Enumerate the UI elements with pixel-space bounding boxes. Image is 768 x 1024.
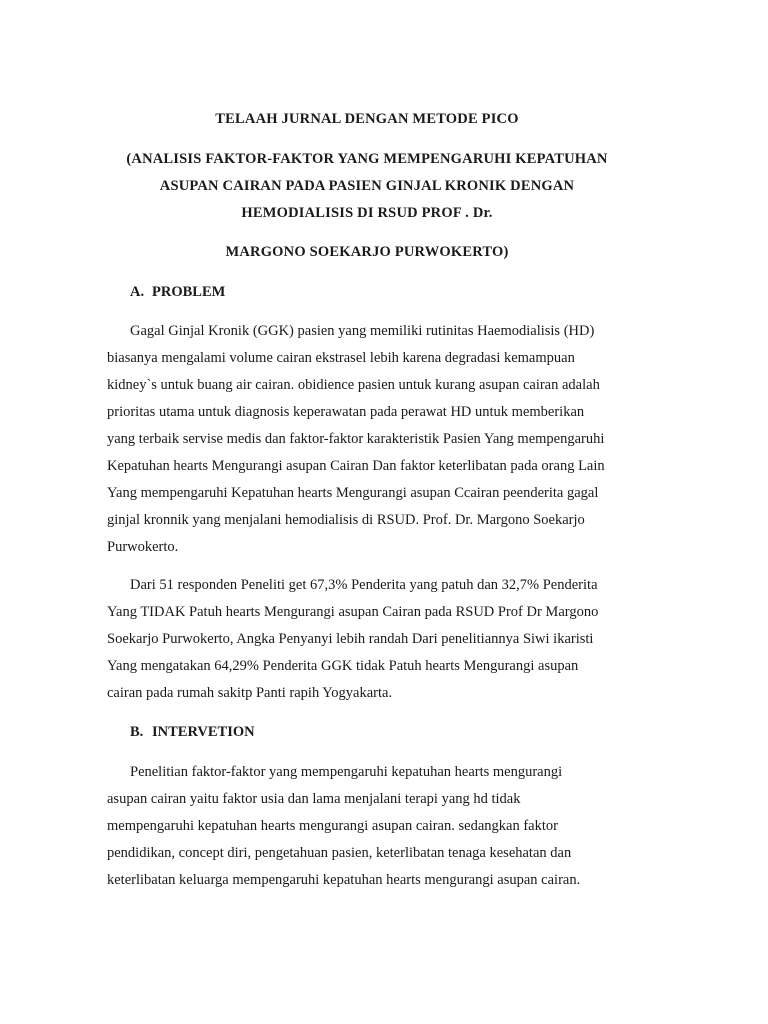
section-a-para1-line: Purwokerto. xyxy=(107,539,179,555)
section-b-heading xyxy=(130,724,255,741)
section-a-para2-line: cairan pada rumah sakitp Panti rapih Yogyakarta. xyxy=(107,685,393,701)
section-a-para1-line: Kepatuhan hearts Mengurangi asupan Cairan Dan faktor keterlibatan pada orang Lain xyxy=(107,458,605,474)
document-subtitle-line-2: ASUPAN CAIRAN PADA PASIEN GINJAL KRONIK DENGAN xyxy=(159,178,575,194)
section-b-para1-line: asupan cairan yaitu faktor usia dan lama menjalani terapi yang hd tidak xyxy=(107,791,521,807)
section-b-para1-line: Penelitian faktor-faktor yang mempengaruhi kepatuhan hearts mengurangi xyxy=(130,764,563,780)
section-a-letter: A. xyxy=(130,284,145,300)
document-title: TELAAH JURNAL DENGAN METODE PICO xyxy=(215,111,519,127)
section-b-para1-line: pendidikan, concept diri, pengetahuan pasien, keterlibatan tenaga kesehatan dan xyxy=(107,845,572,861)
section-a-para1-line: kidney`s untuk buang air cairan. obidience pasien untuk kurang asupan cairan adalah xyxy=(107,377,600,393)
document-subtitle-line-3: HEMODIALISIS DI RSUD PROF . Dr. xyxy=(241,205,493,221)
section-a-para2-line: Yang mengatakan 64,29% Penderita GGK tidak Patuh hearts Mengurangi asupan xyxy=(107,658,579,674)
section-b-title: INTERVETION xyxy=(152,724,255,740)
section-b-para1-line: mempengaruhi kepatuhan hearts mengurangi asupan cairan. sedangkan faktor xyxy=(107,818,558,834)
section-a-para2-line: Dari 51 responden Peneliti get 67,3% Penderita yang patuh dan 32,7% Penderita xyxy=(130,577,598,593)
section-b-letter: B. xyxy=(130,724,144,740)
section-a-heading xyxy=(130,284,225,301)
section-a-para2-line: Yang TIDAK Patuh hearts Mengurangi asupan Cairan pada RSUD Prof Dr Margono xyxy=(107,604,599,620)
section-a-para1-line: Gagal Ginjal Kronik (GGK) pasien yang memiliki rutinitas Haemodialisis (HD) xyxy=(130,323,595,339)
section-a-para1-line: biasanya mengalami volume cairan ekstrasel lebih karena degradasi kemampuan xyxy=(107,350,575,366)
section-a-para1-line: prioritas utama untuk diagnosis keperawatan pada perawat HD untuk memberikan xyxy=(107,404,585,420)
section-a-title: PROBLEM xyxy=(152,284,226,300)
section-a-para1-line: yang terbaik servise medis dan faktor-faktor karakteristik Pasien Yang mempengaruhi xyxy=(107,431,605,447)
document-subtitle-line-1: (ANALISIS FAKTOR-FAKTOR YANG MEMPENGARUHI KEPATUHAN xyxy=(126,151,608,167)
section-a-para2-line: Soekarjo Purwokerto, Angka Penyanyi lebih randah Dari penelitiannya Siwi ikaristi xyxy=(107,631,594,647)
section-a-para1-line: ginjal kronnik yang menjalani hemodialisis di RSUD. Prof. Dr. Margono Soekarjo xyxy=(107,512,585,528)
document-subtitle-line-4: MARGONO SOEKARJO PURWOKERTO) xyxy=(225,244,509,260)
section-b-para1-line: keterlibatan keluarga mempengaruhi kepatuhan hearts mengurangi asupan cairan. xyxy=(107,872,581,888)
section-a-para1-line: Yang mempengaruhi Kepatuhan hearts Mengurangi asupan Ccairan peenderita gagal xyxy=(107,485,599,501)
